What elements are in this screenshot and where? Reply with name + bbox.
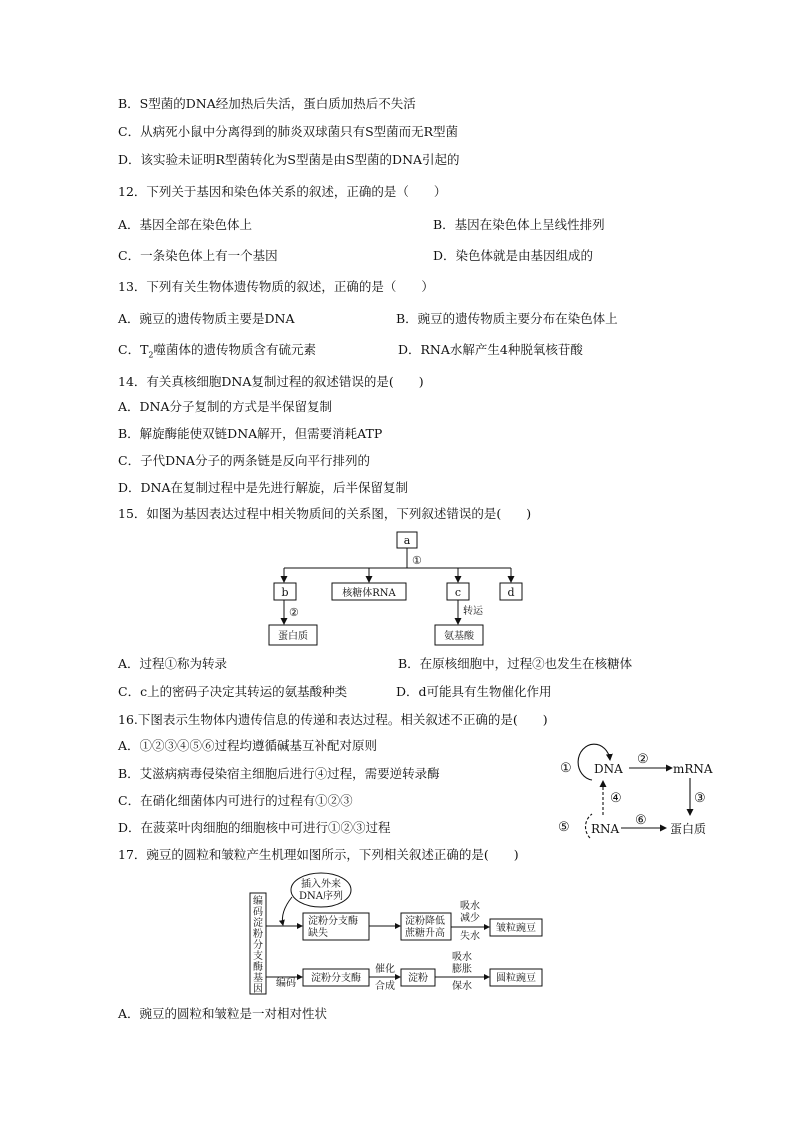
fig16-process-1: ① (560, 761, 572, 776)
fig17-water-bot-2: 膨胀 (452, 964, 472, 975)
q11-option-c: C．从病死小鼠中分离得到的肺炎双球菌只有S型菌而无R型菌 (118, 124, 459, 139)
q16-stem: 16.下图表示生物体内遗传信息的传递和表达过程。相关叙述不正确的是( ) (118, 712, 548, 727)
q14-option-d: D．DNA在复制过程中是先进行解旋，后半保留复制 (118, 480, 409, 495)
q16-option-d: D．在菠菜叶肉细胞的细胞核中可进行①②③过程 (118, 820, 391, 835)
fig17-starch: 淀粉 (408, 973, 428, 984)
fig17-gene-char: 编 (253, 896, 263, 907)
fig16-dna: DNA (594, 762, 623, 776)
fig15-process-2: ② (289, 606, 299, 619)
fig17-gene-char: 淀 (253, 918, 263, 929)
fig17-gene-char: 分 (253, 940, 263, 951)
q13-option-a: A．豌豆的遗传物质主要是DNA (118, 311, 295, 326)
q12-option-d: D．染色体就是由基因组成的 (433, 248, 594, 263)
fig17-water-top-2: 减少 (460, 913, 480, 924)
fig17-water-top-1: 吸水 (460, 901, 480, 912)
q16-option-a: A．①②③④⑤⑥过程均遵循碱基互补配对原则 (118, 738, 378, 753)
fig15-rrna: 核糖体RNA (342, 588, 396, 599)
fig17-sucrose-high: 蔗糖升高 (405, 928, 445, 939)
fig17-catalyze: 催化 (375, 964, 395, 975)
q16-option-b: B．艾滋病病毒侵染宿主细胞后进行④过程，需要逆转录酶 (118, 766, 440, 781)
q11-option-d: D．该实验未证明R型菌转化为S型菌是由S型菌的DNA引起的 (118, 152, 460, 167)
fig15-c: c (454, 586, 462, 599)
fig17-water-bot-3: 保水 (452, 981, 472, 992)
fig15-protein: 蛋白质 (278, 631, 308, 642)
fig17-gene-char: 码 (253, 907, 263, 918)
fig16-process-6: ⑥ (635, 813, 647, 828)
fig17-gene-char: 因 (253, 984, 263, 995)
q14-stem: 14．有关真核细胞DNA复制过程的叙述错误的是( ) (118, 374, 424, 389)
fig17-water-bot-1: 吸水 (452, 952, 472, 963)
q15-stem: 15．如图为基因表达过程中相关物质间的关系图，下列叙述错误的是( ) (118, 506, 532, 521)
q13-stem: 13．下列有关生物体遗传物质的叙述，正确的是（ ） (118, 279, 434, 294)
fig17-gene-char: 支 (253, 951, 263, 962)
fig17-encode: 编码 (276, 978, 296, 989)
fig15-b: b (281, 586, 289, 599)
q13-option-c: C．$T_2$噬菌体的遗传物质含有硫元素 (118, 342, 317, 360)
q12-option-a: A．基因全部在染色体上 (118, 217, 253, 232)
q14-option-a: A．DNA分子复制的方式是半保留复制 (118, 399, 333, 414)
fig15-transport: 转运 (463, 606, 483, 617)
q11-option-b: B．S型菌的DNA经加热后失活，蛋白质加热后不失活 (118, 96, 416, 111)
fig17-enzyme-lack-2: 缺失 (308, 928, 328, 939)
fig16-protein: 蛋白质 (670, 822, 707, 836)
fig16-process-3: ③ (694, 791, 706, 806)
q17-option-a: A．豌豆的圆粒和皱粒是一对相对性状 (118, 1006, 328, 1021)
q17-stem: 17．豌豆的圆粒和皱粒产生机理如图所示，下列相关叙述正确的是( ) (118, 847, 519, 862)
q16-option-c: C．在硝化细菌体内可进行的过程有①②③ (118, 793, 353, 808)
fig16-rna: RNA (591, 822, 620, 836)
fig17-enzyme-lack-1: 淀粉分支酶 (308, 916, 358, 927)
fig15-d: d (507, 586, 515, 599)
fig16-process-4: ④ (610, 791, 622, 806)
fig17-insert-line2: DNA序列 (299, 891, 343, 902)
fig17-synthesize: 合成 (375, 981, 395, 992)
q12-option-b: B．基因在染色体上呈线性排列 (433, 217, 605, 232)
fig17-gene-char: 基 (253, 973, 263, 984)
fig15-a: a (403, 534, 411, 547)
fig16-process-5: ⑤ (558, 820, 570, 835)
q15-option-b: B．在原核细胞中，过程②也发生在核糖体 (398, 656, 633, 671)
fig17-starch-low: 淀粉降低 (405, 916, 445, 927)
q13-option-d: D．RNA水解产生4种脱氧核苷酸 (398, 342, 583, 357)
fig16-mrna: mRNA (673, 762, 713, 776)
q15-option-d: D．d可能具有生物催化作用 (396, 684, 552, 699)
q15-option-c: C．c上的密码子决定其转运的氨基酸种类 (118, 684, 348, 699)
fig15-amino-acid: 氨基酸 (444, 631, 474, 642)
q12-stem: 12．下列关于基因和染色体关系的叙述，正确的是（ ） (118, 184, 447, 199)
fig17-enzyme: 淀粉分支酶 (311, 973, 361, 984)
q12-option-c: C．一条染色体上有一个基因 (118, 248, 278, 263)
fig17-insert-line1: 插入外来 (301, 879, 341, 890)
q14-option-c: C．子代DNA分子的两条链是反向平行排列的 (118, 453, 371, 468)
fig17-wrinkled-pea: 皱粒豌豆 (496, 923, 536, 934)
fig17-water-top-3: 失水 (460, 931, 480, 942)
q15-option-a: A．过程①称为转录 (118, 656, 228, 671)
fig17-gene-char: 酶 (253, 962, 263, 973)
fig16-process-2: ② (637, 752, 649, 767)
fig17-gene-char: 粉 (253, 929, 263, 940)
fig15-process-1: ① (412, 554, 422, 567)
q13-option-b: B．豌豆的遗传物质主要分布在染色体上 (396, 311, 618, 326)
fig17-round-pea: 圆粒豌豆 (496, 973, 536, 984)
q14-option-b: B．解旋酶能使双链DNA解开，但需要消耗ATP (118, 426, 383, 441)
